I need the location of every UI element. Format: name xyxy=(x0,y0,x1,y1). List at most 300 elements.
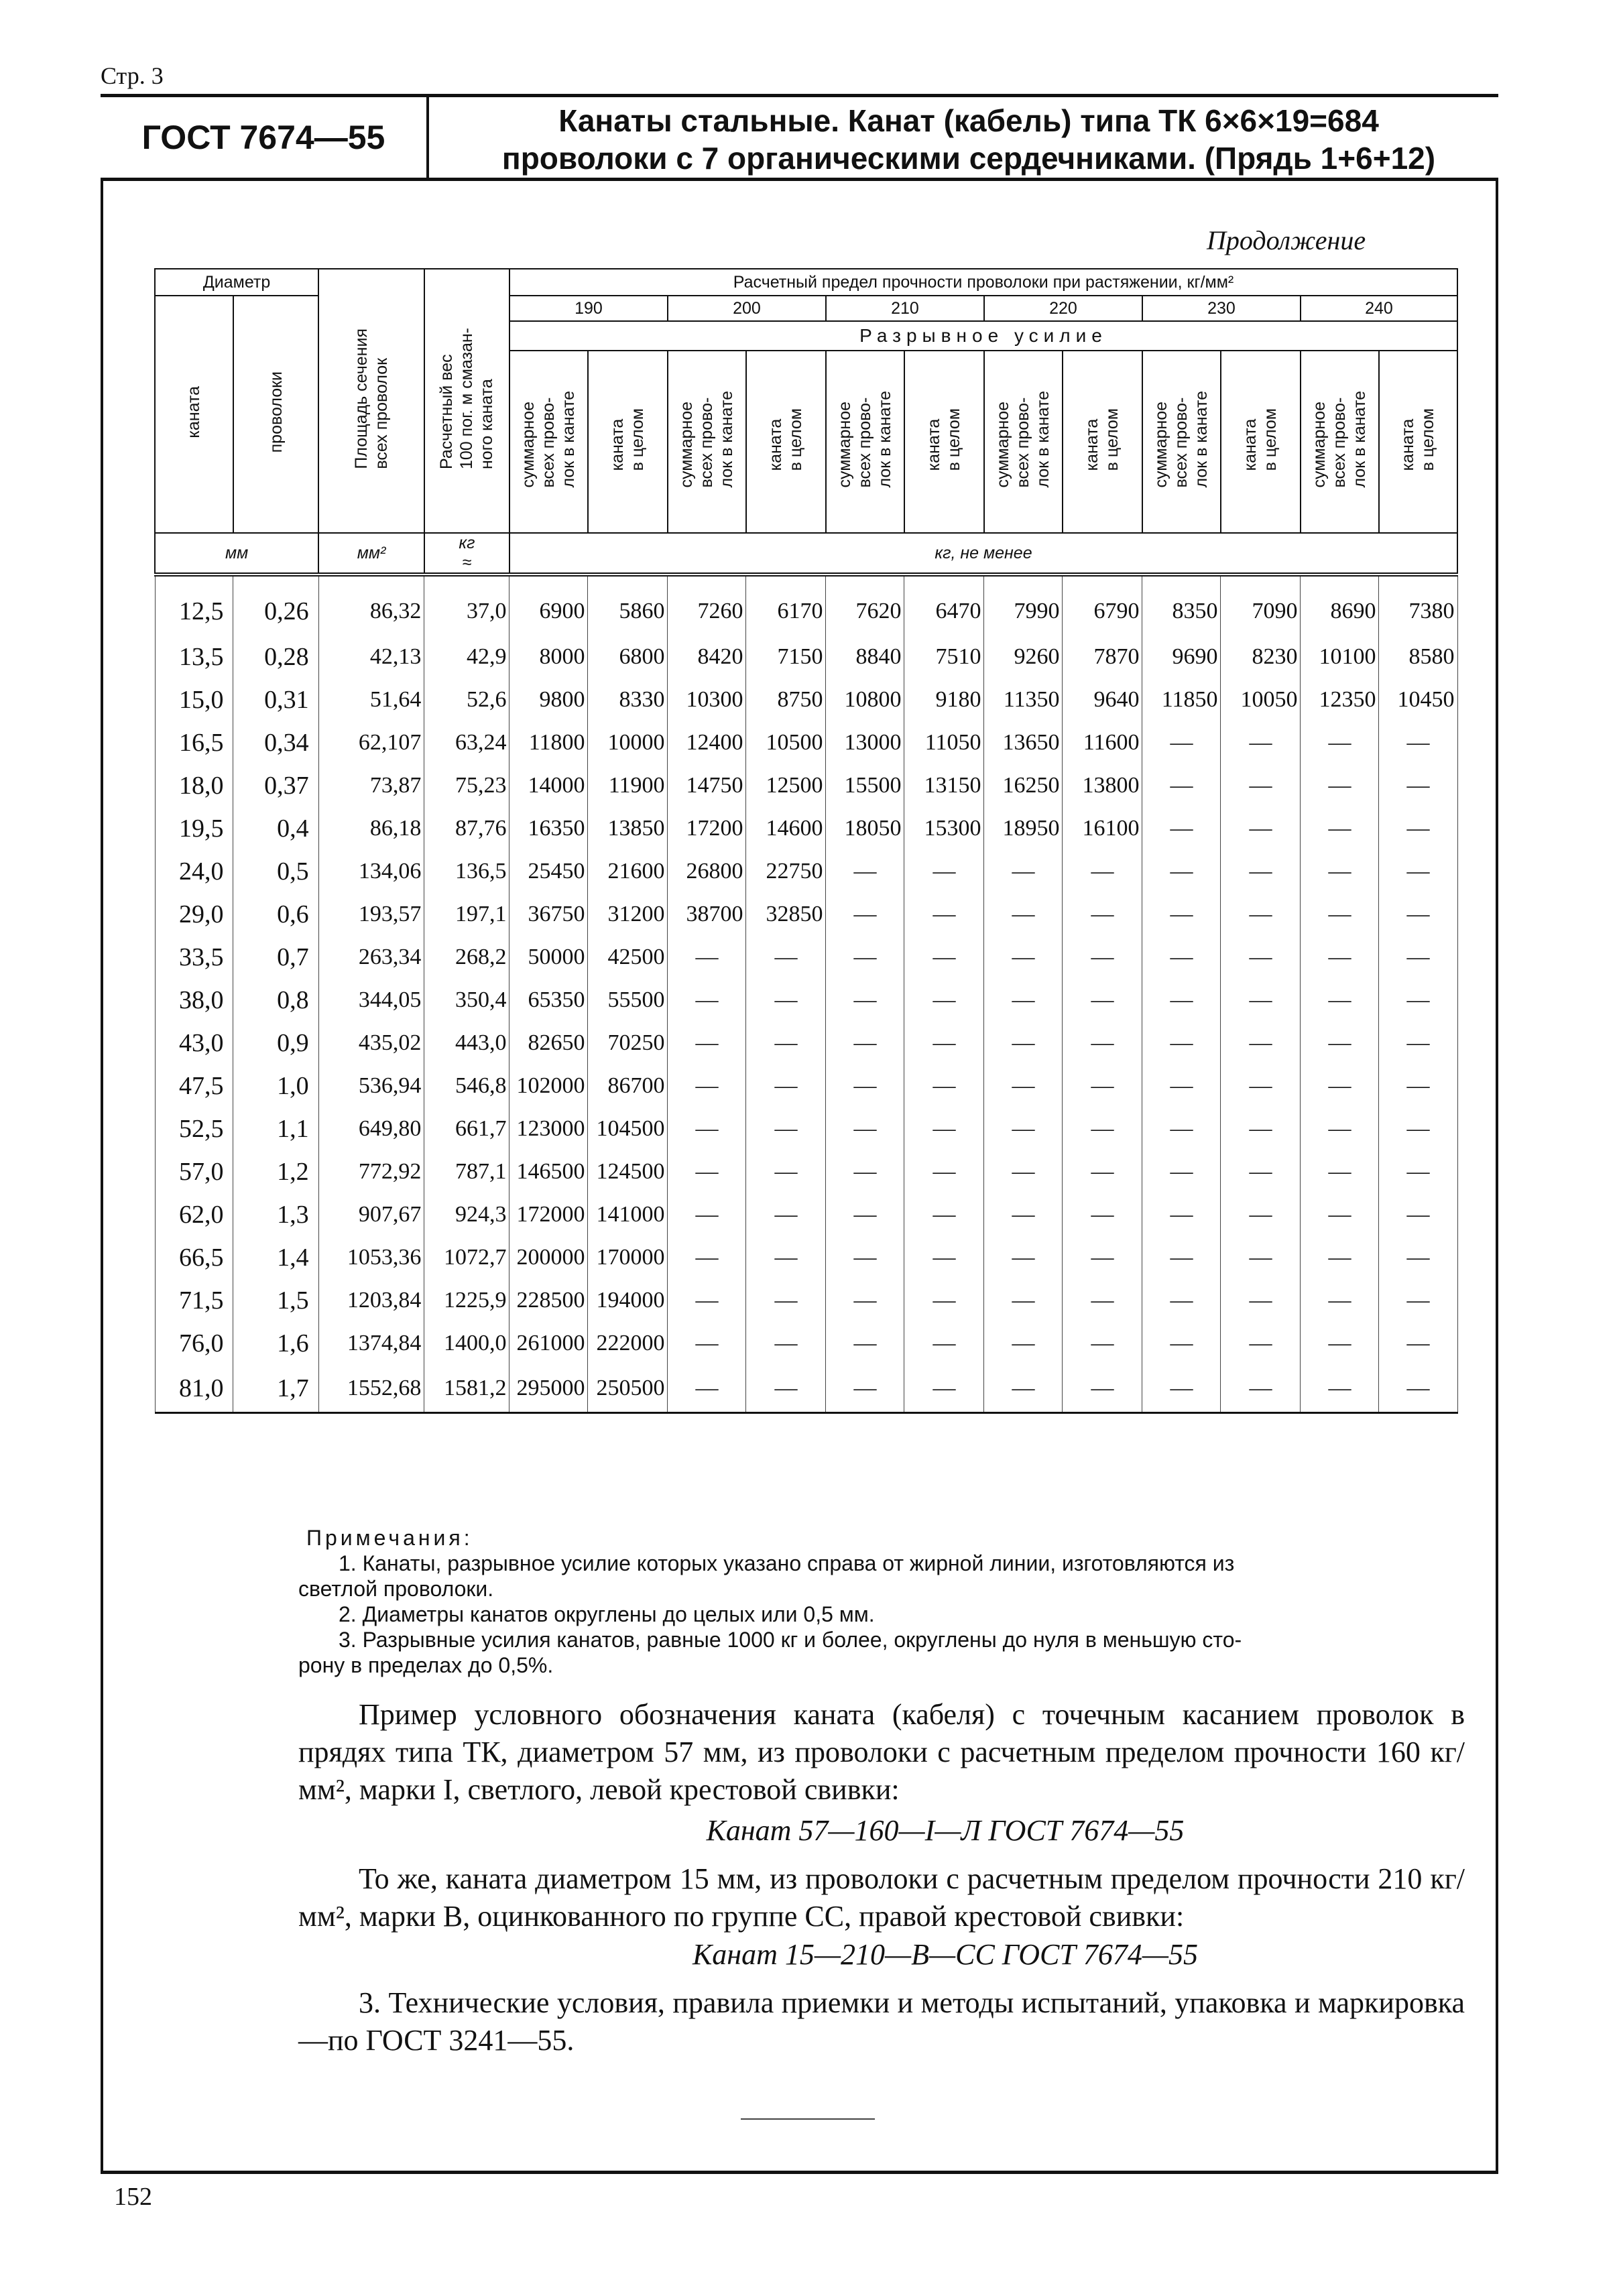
table-cell: 10300 xyxy=(668,678,746,721)
table-cell: — xyxy=(746,1150,826,1193)
table-cell: — xyxy=(904,1322,984,1365)
table-cell: 9690 xyxy=(1142,636,1221,678)
table-cell: 9180 xyxy=(904,678,984,721)
table-cell: 8350 xyxy=(1142,575,1221,636)
table-cell: — xyxy=(1221,893,1301,936)
sum-force-header: суммарное всех прово- лок в канате xyxy=(668,351,746,533)
table-cell: — xyxy=(826,979,904,1022)
table-cell: 6900 xyxy=(509,575,588,636)
rope-table xyxy=(154,268,1458,1414)
table-cell: 7990 xyxy=(984,575,1063,636)
table-cell: — xyxy=(1142,721,1221,764)
table-cell: — xyxy=(1379,1193,1457,1236)
table-cell: 170000 xyxy=(588,1236,668,1279)
rope-diameter-header: каната xyxy=(155,296,233,533)
whole-force-header: каната в целом xyxy=(588,351,668,533)
table-cell: 1,1 xyxy=(233,1107,318,1150)
whole-force-header: каната в целом xyxy=(1379,351,1457,533)
table-cell: — xyxy=(904,1150,984,1193)
table-cell: 10500 xyxy=(746,721,826,764)
table-cell: — xyxy=(904,1022,984,1065)
table-cell: — xyxy=(668,1150,746,1193)
paragraph-example-intro: Пример условного обозначения каната (кабеля) с точечным касанием проволок в прядях типа ТК, диаметром 57 мм, из проволоки с расчетным пределом прочности 160 кг/мм², марки I, светлого, левой крестовой свивки: xyxy=(298,1698,1465,1806)
table-row xyxy=(155,979,1457,1022)
table-cell: 435,02 xyxy=(318,1022,424,1065)
table-cell: 8230 xyxy=(1221,636,1301,678)
table-cell: — xyxy=(984,1365,1063,1413)
table-cell: 924,3 xyxy=(424,1193,509,1236)
table-cell: 13150 xyxy=(904,764,984,807)
table-row xyxy=(155,764,1457,807)
table-cell: 0,28 xyxy=(233,636,318,678)
table-cell: 14750 xyxy=(668,764,746,807)
table-cell: 15,0 xyxy=(155,678,233,721)
table-cell: 0,6 xyxy=(233,893,318,936)
table-cell: 7260 xyxy=(668,575,746,636)
table-cell: — xyxy=(1142,1107,1221,1150)
table-cell: — xyxy=(1142,1065,1221,1107)
table-cell: — xyxy=(826,936,904,979)
table-cell: 6470 xyxy=(904,575,984,636)
table-cell: — xyxy=(1221,1193,1301,1236)
table-cell: 13000 xyxy=(826,721,904,764)
table-cell: — xyxy=(1221,1236,1301,1279)
table-cell: — xyxy=(746,1236,826,1279)
table-cell: 104500 xyxy=(588,1107,668,1150)
table-cell: 7150 xyxy=(746,636,826,678)
table-cell: — xyxy=(746,1322,826,1365)
table-row xyxy=(155,936,1457,979)
table-cell: — xyxy=(1301,1279,1379,1322)
table-cell: 123000 xyxy=(509,1107,588,1150)
table-cell: — xyxy=(668,1279,746,1322)
table-cell: 11050 xyxy=(904,721,984,764)
paragraph-technical-conditions: 3. Технические условия, правила приемки и методы испытаний, упаковка и маркировка—по ГОСТ 3241—55. xyxy=(298,1986,1465,2057)
table-cell: — xyxy=(984,936,1063,979)
table-cell: 13800 xyxy=(1063,764,1142,807)
table-cell: — xyxy=(1301,850,1379,893)
table-cell: 10100 xyxy=(1301,636,1379,678)
table-cell: 8690 xyxy=(1301,575,1379,636)
table-cell: — xyxy=(1301,1022,1379,1065)
table-cell: — xyxy=(1221,721,1301,764)
table-cell: 16350 xyxy=(509,807,588,850)
example-designation-2: Канат 15—210—В—СС ГОСТ 7674—55 xyxy=(693,1938,1198,1971)
table-cell: 9260 xyxy=(984,636,1063,678)
table-cell: — xyxy=(668,1322,746,1365)
grade-210: 210 xyxy=(826,296,984,321)
table-cell: 81,0 xyxy=(155,1365,233,1413)
table-cell: 136,5 xyxy=(424,850,509,893)
example-designation-1: Канат 57—160—I—Л ГОСТ 7674—55 xyxy=(706,1814,1185,1847)
table-cell: — xyxy=(668,1022,746,1065)
table-cell: — xyxy=(1142,1236,1221,1279)
table-cell: — xyxy=(1063,1236,1142,1279)
table-cell: — xyxy=(1379,1107,1457,1150)
table-cell: 52,5 xyxy=(155,1107,233,1150)
table-cell: 8840 xyxy=(826,636,904,678)
table-cell: 6800 xyxy=(588,636,668,678)
table-cell: 43,0 xyxy=(155,1022,233,1065)
table-cell: — xyxy=(904,850,984,893)
table-cell: — xyxy=(1379,1150,1457,1193)
table-cell: 193,57 xyxy=(318,893,424,936)
table-cell: — xyxy=(1142,1150,1221,1193)
table-row xyxy=(155,1236,1457,1279)
table-cell: — xyxy=(904,1365,984,1413)
table-cell: 7620 xyxy=(826,575,904,636)
table-cell: 7870 xyxy=(1063,636,1142,678)
table-cell: — xyxy=(826,1279,904,1322)
table-cell: — xyxy=(1379,936,1457,979)
table-cell: 124500 xyxy=(588,1150,668,1193)
table-cell: — xyxy=(826,1365,904,1413)
table-cell: 15300 xyxy=(904,807,984,850)
paragraph-example-2: То же, каната диаметром 15 мм, из проволоки с расчетным пределом прочности 210 кг/мм², марки В, оцинкованного по группе СС, правой крестовой свивки: xyxy=(298,1862,1465,1933)
table-cell: 24,0 xyxy=(155,850,233,893)
table-cell: — xyxy=(1379,764,1457,807)
table-cell: 31200 xyxy=(588,893,668,936)
table-cell: 86,32 xyxy=(318,575,424,636)
table-cell: 102000 xyxy=(509,1065,588,1107)
notes xyxy=(298,1525,1465,1678)
table-cell: — xyxy=(1301,936,1379,979)
table-row xyxy=(155,1022,1457,1065)
table-cell: — xyxy=(1063,1107,1142,1150)
table-cell: 194000 xyxy=(588,1279,668,1322)
table-cell: 7510 xyxy=(904,636,984,678)
table-cell: 11800 xyxy=(509,721,588,764)
table-cell: 1,4 xyxy=(233,1236,318,1279)
standard-number: ГОСТ 7674—55 xyxy=(101,94,429,181)
table-row xyxy=(155,1193,1457,1236)
table-cell: — xyxy=(826,1193,904,1236)
table-cell: 18,0 xyxy=(155,764,233,807)
grade-200: 200 xyxy=(668,296,826,321)
table-cell: 1,6 xyxy=(233,1322,318,1365)
table-cell: 9640 xyxy=(1063,678,1142,721)
table-cell: — xyxy=(1221,1365,1301,1413)
table-cell: — xyxy=(1301,807,1379,850)
table-cell: — xyxy=(1221,807,1301,850)
table-cell: 66,5 xyxy=(155,1236,233,1279)
table-cell: — xyxy=(746,936,826,979)
table-cell: 65350 xyxy=(509,979,588,1022)
page-number: 152 xyxy=(114,2183,152,2211)
table-cell: 76,0 xyxy=(155,1322,233,1365)
table-cell: — xyxy=(826,1322,904,1365)
table-cell: — xyxy=(1379,1065,1457,1107)
table-cell: 11600 xyxy=(1063,721,1142,764)
continuation-label: Продолжение xyxy=(1207,225,1366,255)
table-cell: — xyxy=(826,850,904,893)
whole-force-header: каната в целом xyxy=(746,351,826,533)
table-cell: 263,34 xyxy=(318,936,424,979)
table-cell: 10050 xyxy=(1221,678,1301,721)
table-cell: — xyxy=(984,1279,1063,1322)
table-cell: — xyxy=(1063,1065,1142,1107)
table-cell: 0,37 xyxy=(233,764,318,807)
table-cell: 71,5 xyxy=(155,1279,233,1322)
note-1: 1. Канаты, разрывное усилие которых указано справа от жирной линии, изготовляются из xyxy=(339,1551,1235,1575)
table-cell: — xyxy=(746,1279,826,1322)
table-cell: — xyxy=(668,979,746,1022)
table-cell: 29,0 xyxy=(155,893,233,936)
table-cell: — xyxy=(984,1022,1063,1065)
table-cell: 8750 xyxy=(746,678,826,721)
table-cell: 12,5 xyxy=(155,575,233,636)
table-cell: — xyxy=(1379,1322,1457,1365)
table-cell: 146500 xyxy=(509,1150,588,1193)
table-cell: 1203,84 xyxy=(318,1279,424,1322)
table-cell: — xyxy=(904,893,984,936)
table-cell: 787,1 xyxy=(424,1150,509,1193)
note-1-cont: светлой проволоки. xyxy=(298,1577,494,1601)
table-cell: — xyxy=(668,1107,746,1150)
table-cell: — xyxy=(746,1107,826,1150)
table-cell: — xyxy=(1379,1236,1457,1279)
table-cell: 661,7 xyxy=(424,1107,509,1150)
table-cell: 16250 xyxy=(984,764,1063,807)
table-cell: 86,18 xyxy=(318,807,424,850)
table-cell: — xyxy=(904,1193,984,1236)
note-2: 2. Диаметры канатов округлены до целых или 0,5 мм. xyxy=(339,1602,875,1626)
document-title xyxy=(442,102,1495,177)
table-cell: — xyxy=(1221,850,1301,893)
table-cell: — xyxy=(1301,1322,1379,1365)
table-cell: 10000 xyxy=(588,721,668,764)
footer-rule xyxy=(101,2171,1498,2174)
table-cell: — xyxy=(1063,1193,1142,1236)
table-cell: — xyxy=(1142,1365,1221,1413)
table-cell: — xyxy=(826,1065,904,1107)
table-cell: 51,64 xyxy=(318,678,424,721)
title-line-1: Канаты стальные. Канат (кабель) типа ТК 6×6×19=684 xyxy=(558,103,1379,138)
table-row xyxy=(155,850,1457,893)
table-cell: — xyxy=(984,1150,1063,1193)
separator-line xyxy=(741,2118,875,2120)
table-cell: — xyxy=(826,1236,904,1279)
table-cell: 62,0 xyxy=(155,1193,233,1236)
table-cell: 649,80 xyxy=(318,1107,424,1150)
table-cell: 14600 xyxy=(746,807,826,850)
table-cell: 86700 xyxy=(588,1065,668,1107)
table-cell: 6790 xyxy=(1063,575,1142,636)
table-cell: 1374,84 xyxy=(318,1322,424,1365)
table-cell: 0,9 xyxy=(233,1022,318,1065)
table-cell: — xyxy=(1379,1365,1457,1413)
table-cell: 0,31 xyxy=(233,678,318,721)
table-cell: — xyxy=(746,1022,826,1065)
table-cell: 42,13 xyxy=(318,636,424,678)
table-cell: 1072,7 xyxy=(424,1236,509,1279)
table-cell: — xyxy=(984,1107,1063,1150)
table-body xyxy=(155,575,1457,1413)
notes-title: Примечания: xyxy=(306,1526,473,1550)
table-cell: — xyxy=(1142,936,1221,979)
table-row xyxy=(155,678,1457,721)
table-cell: 55500 xyxy=(588,979,668,1022)
table-cell: 13850 xyxy=(588,807,668,850)
table-row xyxy=(155,807,1457,850)
table-cell: 1,2 xyxy=(233,1150,318,1193)
table-cell: 1,0 xyxy=(233,1065,318,1107)
table-cell: — xyxy=(1301,979,1379,1022)
unit-kg-min: кг, не менее xyxy=(509,533,1457,575)
table-cell: — xyxy=(1301,1107,1379,1150)
table-cell: — xyxy=(984,979,1063,1022)
table-cell: 26800 xyxy=(668,850,746,893)
table-cell: 8420 xyxy=(668,636,746,678)
table-cell: 1,7 xyxy=(233,1365,318,1413)
table-cell: — xyxy=(904,1065,984,1107)
table-cell: — xyxy=(1221,1322,1301,1365)
table-cell: 9800 xyxy=(509,678,588,721)
table-cell: 344,05 xyxy=(318,979,424,1022)
table-cell: — xyxy=(1379,1022,1457,1065)
table-cell: 19,5 xyxy=(155,807,233,850)
table-cell: — xyxy=(904,1279,984,1322)
table-cell: 172000 xyxy=(509,1193,588,1236)
table-cell: 0,5 xyxy=(233,850,318,893)
table-cell: — xyxy=(1379,807,1457,850)
table-cell: 443,0 xyxy=(424,1022,509,1065)
area-header: Площадь сечения всех проволок xyxy=(318,269,424,533)
table-cell: — xyxy=(1221,1150,1301,1193)
table-cell: 18950 xyxy=(984,807,1063,850)
table-cell: — xyxy=(1221,764,1301,807)
table-cell: — xyxy=(826,1022,904,1065)
table-cell: — xyxy=(1142,1279,1221,1322)
table-row xyxy=(155,1279,1457,1322)
strength-header: Расчетный предел прочности проволоки при растяжении, кг/мм² xyxy=(509,269,1457,296)
table-cell: 8330 xyxy=(588,678,668,721)
title-line-2: проволоки с 7 органическими сердечниками. (Прядь 1+6+12) xyxy=(501,141,1436,176)
unit-mm2: мм² xyxy=(318,533,424,575)
table-cell: — xyxy=(1379,979,1457,1022)
table-row xyxy=(155,575,1457,636)
table-cell: 14000 xyxy=(509,764,588,807)
table-cell: 1581,2 xyxy=(424,1365,509,1413)
table-cell: — xyxy=(746,1065,826,1107)
table-cell: — xyxy=(984,1236,1063,1279)
table-cell: — xyxy=(1063,1150,1142,1193)
unit-mm: мм xyxy=(155,533,318,575)
sum-force-header: суммарное всех прово- лок в канате xyxy=(1301,351,1379,533)
table-cell: — xyxy=(1301,1365,1379,1413)
table-cell: 1,5 xyxy=(233,1279,318,1322)
table-cell: 63,24 xyxy=(424,721,509,764)
table-cell: — xyxy=(904,1236,984,1279)
table-cell: — xyxy=(1301,1150,1379,1193)
table-cell: — xyxy=(1142,979,1221,1022)
table-cell: — xyxy=(1063,979,1142,1022)
table-cell: 261000 xyxy=(509,1322,588,1365)
table-cell: 772,92 xyxy=(318,1150,424,1193)
table-cell: 1552,68 xyxy=(318,1365,424,1413)
table-row xyxy=(155,1107,1457,1150)
table-cell: — xyxy=(984,893,1063,936)
table-cell: 10800 xyxy=(826,678,904,721)
table-cell: — xyxy=(668,1236,746,1279)
table-cell: — xyxy=(984,1065,1063,1107)
table-cell: 42500 xyxy=(588,936,668,979)
table-row xyxy=(155,893,1457,936)
table-cell: 0,26 xyxy=(233,575,318,636)
breaking-force-header: Разрывное усилие xyxy=(509,321,1457,351)
table-cell: 36750 xyxy=(509,893,588,936)
table-cell: — xyxy=(1301,721,1379,764)
table-cell: 42,9 xyxy=(424,636,509,678)
table-cell: — xyxy=(1301,764,1379,807)
table-row xyxy=(155,636,1457,678)
table-cell: 15500 xyxy=(826,764,904,807)
table-cell: — xyxy=(746,1193,826,1236)
table-cell: 1400,0 xyxy=(424,1322,509,1365)
table-cell: — xyxy=(1301,1193,1379,1236)
table-cell: — xyxy=(1063,850,1142,893)
table-cell: — xyxy=(1221,979,1301,1022)
table-cell: — xyxy=(1063,936,1142,979)
table-row xyxy=(155,721,1457,764)
table-cell: — xyxy=(1063,1022,1142,1065)
table-cell: 11850 xyxy=(1142,678,1221,721)
table-cell: 16,5 xyxy=(155,721,233,764)
table-cell: 16100 xyxy=(1063,807,1142,850)
table-cell: — xyxy=(904,979,984,1022)
table-cell: 228500 xyxy=(509,1279,588,1322)
table-cell: 12400 xyxy=(668,721,746,764)
grade-230: 230 xyxy=(1142,296,1301,321)
table-cell: — xyxy=(1142,764,1221,807)
table-cell: 38,0 xyxy=(155,979,233,1022)
table-cell: 268,2 xyxy=(424,936,509,979)
table-cell: — xyxy=(826,893,904,936)
table-cell: — xyxy=(1221,1279,1301,1322)
table-cell: 546,8 xyxy=(424,1065,509,1107)
sum-force-header: суммарное всех прово- лок в канате xyxy=(826,351,904,533)
table-cell: — xyxy=(1301,1065,1379,1107)
table-cell: — xyxy=(984,1193,1063,1236)
table-cell: 536,94 xyxy=(318,1065,424,1107)
table-cell: 1,3 xyxy=(233,1193,318,1236)
table-cell: 13650 xyxy=(984,721,1063,764)
table-cell: 295000 xyxy=(509,1365,588,1413)
table-cell: 1225,9 xyxy=(424,1279,509,1322)
table-cell: 21600 xyxy=(588,850,668,893)
table-cell: 11900 xyxy=(588,764,668,807)
table-cell: 73,87 xyxy=(318,764,424,807)
table-cell: 70250 xyxy=(588,1022,668,1065)
weight-header: Расчетный вес 100 пог. м смазан- ного каната xyxy=(424,269,509,533)
table-cell: — xyxy=(1063,1279,1142,1322)
page-label: Стр. 3 xyxy=(101,62,164,89)
table-cell: 1053,36 xyxy=(318,1236,424,1279)
table-cell: — xyxy=(1063,1322,1142,1365)
table-cell: 37,0 xyxy=(424,575,509,636)
table-row xyxy=(155,1322,1457,1365)
table-cell: 10450 xyxy=(1379,678,1457,721)
table-row xyxy=(155,1150,1457,1193)
table-cell: — xyxy=(1221,1022,1301,1065)
table-cell: — xyxy=(1142,807,1221,850)
table-cell: — xyxy=(984,850,1063,893)
table-cell: — xyxy=(904,936,984,979)
table-cell: — xyxy=(1221,1065,1301,1107)
table-cell: — xyxy=(1221,1107,1301,1150)
table-cell: — xyxy=(1379,893,1457,936)
table-cell: 38700 xyxy=(668,893,746,936)
